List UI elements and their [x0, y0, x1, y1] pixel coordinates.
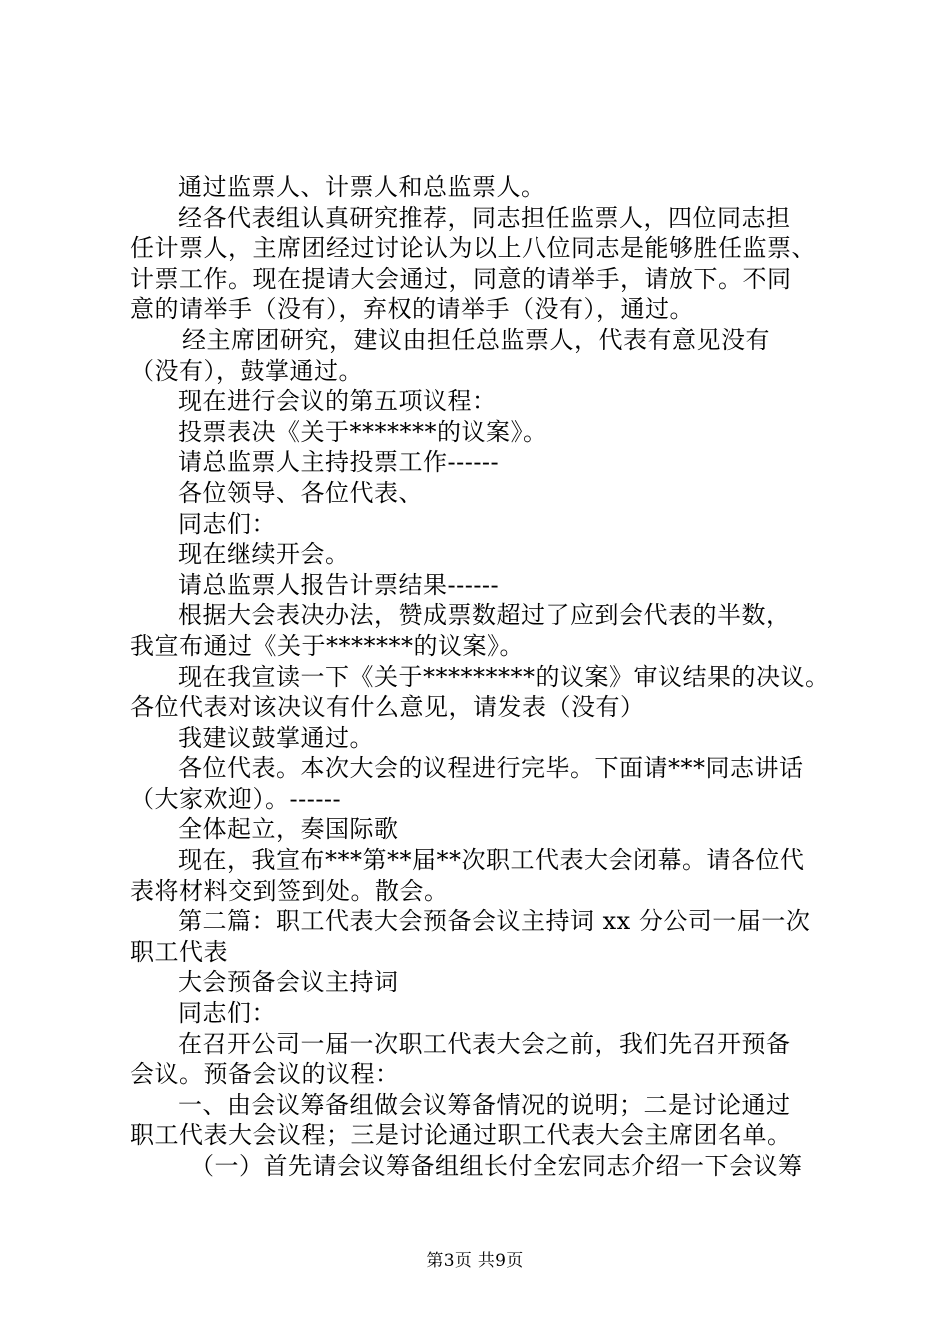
text-line: 现在继续开会。: [178, 540, 350, 569]
text-line: 大会预备会议主持词: [178, 968, 399, 997]
text-line: 根据大会表决办法，赞成票数超过了应到会代表的半数，: [178, 601, 791, 630]
page-footer: 第3页 共9页: [426, 1251, 524, 1271]
text-line: 现在，我宣布***第**届**次职工代表大会闭幕。请各位代: [178, 846, 805, 875]
text-line: 请总监票人主持投票工作------: [178, 448, 500, 477]
text-line: 我建议鼓掌通过。: [178, 723, 374, 752]
text-line: 请总监票人报告计票结果------: [178, 570, 500, 599]
text-line: 经主席团研究，建议由担任总监票人，代表有意见没有: [182, 325, 770, 354]
text-line: 任计票人，主席团经过讨论认为以上八位同志是能够胜任监票、: [130, 234, 816, 263]
document-body: [130, 172, 830, 1182]
text-line: 同志们：: [178, 999, 276, 1028]
text-line: 计票工作。现在提请大会通过，同意的请举手，请放下。不同: [130, 264, 792, 293]
text-line: 通过监票人、计票人和总监票人。: [178, 173, 546, 201]
text-line: 经各代表组认真研究推荐，同志担任监票人，四位同志担: [178, 203, 791, 232]
text-line: 职工代表大会议程；三是讨论通过职工代表大会主席团名单。: [130, 1121, 792, 1150]
text-line: 表将材料交到签到处。散会。: [130, 876, 449, 905]
text-line: 全体起立，奏国际歌: [178, 815, 399, 844]
text-line: （没有），鼓掌通过。: [130, 356, 363, 385]
text-line: 现在我宣读一下《关于*********的议案》审议结果的决议。: [178, 662, 830, 691]
text-line: 第二篇：职工代表大会预备会议主持词 xx 分公司一届一次: [178, 907, 811, 936]
text-line: 各位代表对该决议有什么意见，请发表（没有）: [130, 693, 645, 722]
text-line: 一、由会议筹备组做会议筹备情况的说明；二是讨论通过: [178, 1090, 791, 1119]
text-line: 投票表决《关于*******的议案》。: [178, 417, 548, 446]
text-line: （大家欢迎）。------: [130, 784, 342, 813]
text-line: 各位领导、各位代表、: [178, 478, 423, 507]
text-line: （一）首先请会议筹备组组长付全宏同志介绍一下会议筹: [190, 1152, 803, 1180]
text-line: 职工代表: [130, 937, 228, 966]
text-line: 意的请举手（没有），弃权的请举手（没有），通过。: [130, 295, 694, 324]
text-line: 各位代表。本次大会的议程进行完毕。下面请***同志讲话: [178, 754, 804, 783]
text-line: 在召开公司一届一次职工代表大会之前，我们先召开预备: [178, 1029, 791, 1058]
text-line: 会议。预备会议的议程：: [130, 1060, 400, 1089]
text-line: 同志们：: [178, 509, 276, 538]
text-line: 现在进行会议的第五项议程：: [178, 387, 497, 416]
text-line: 我宣布通过《关于*******的议案》。: [130, 631, 524, 660]
